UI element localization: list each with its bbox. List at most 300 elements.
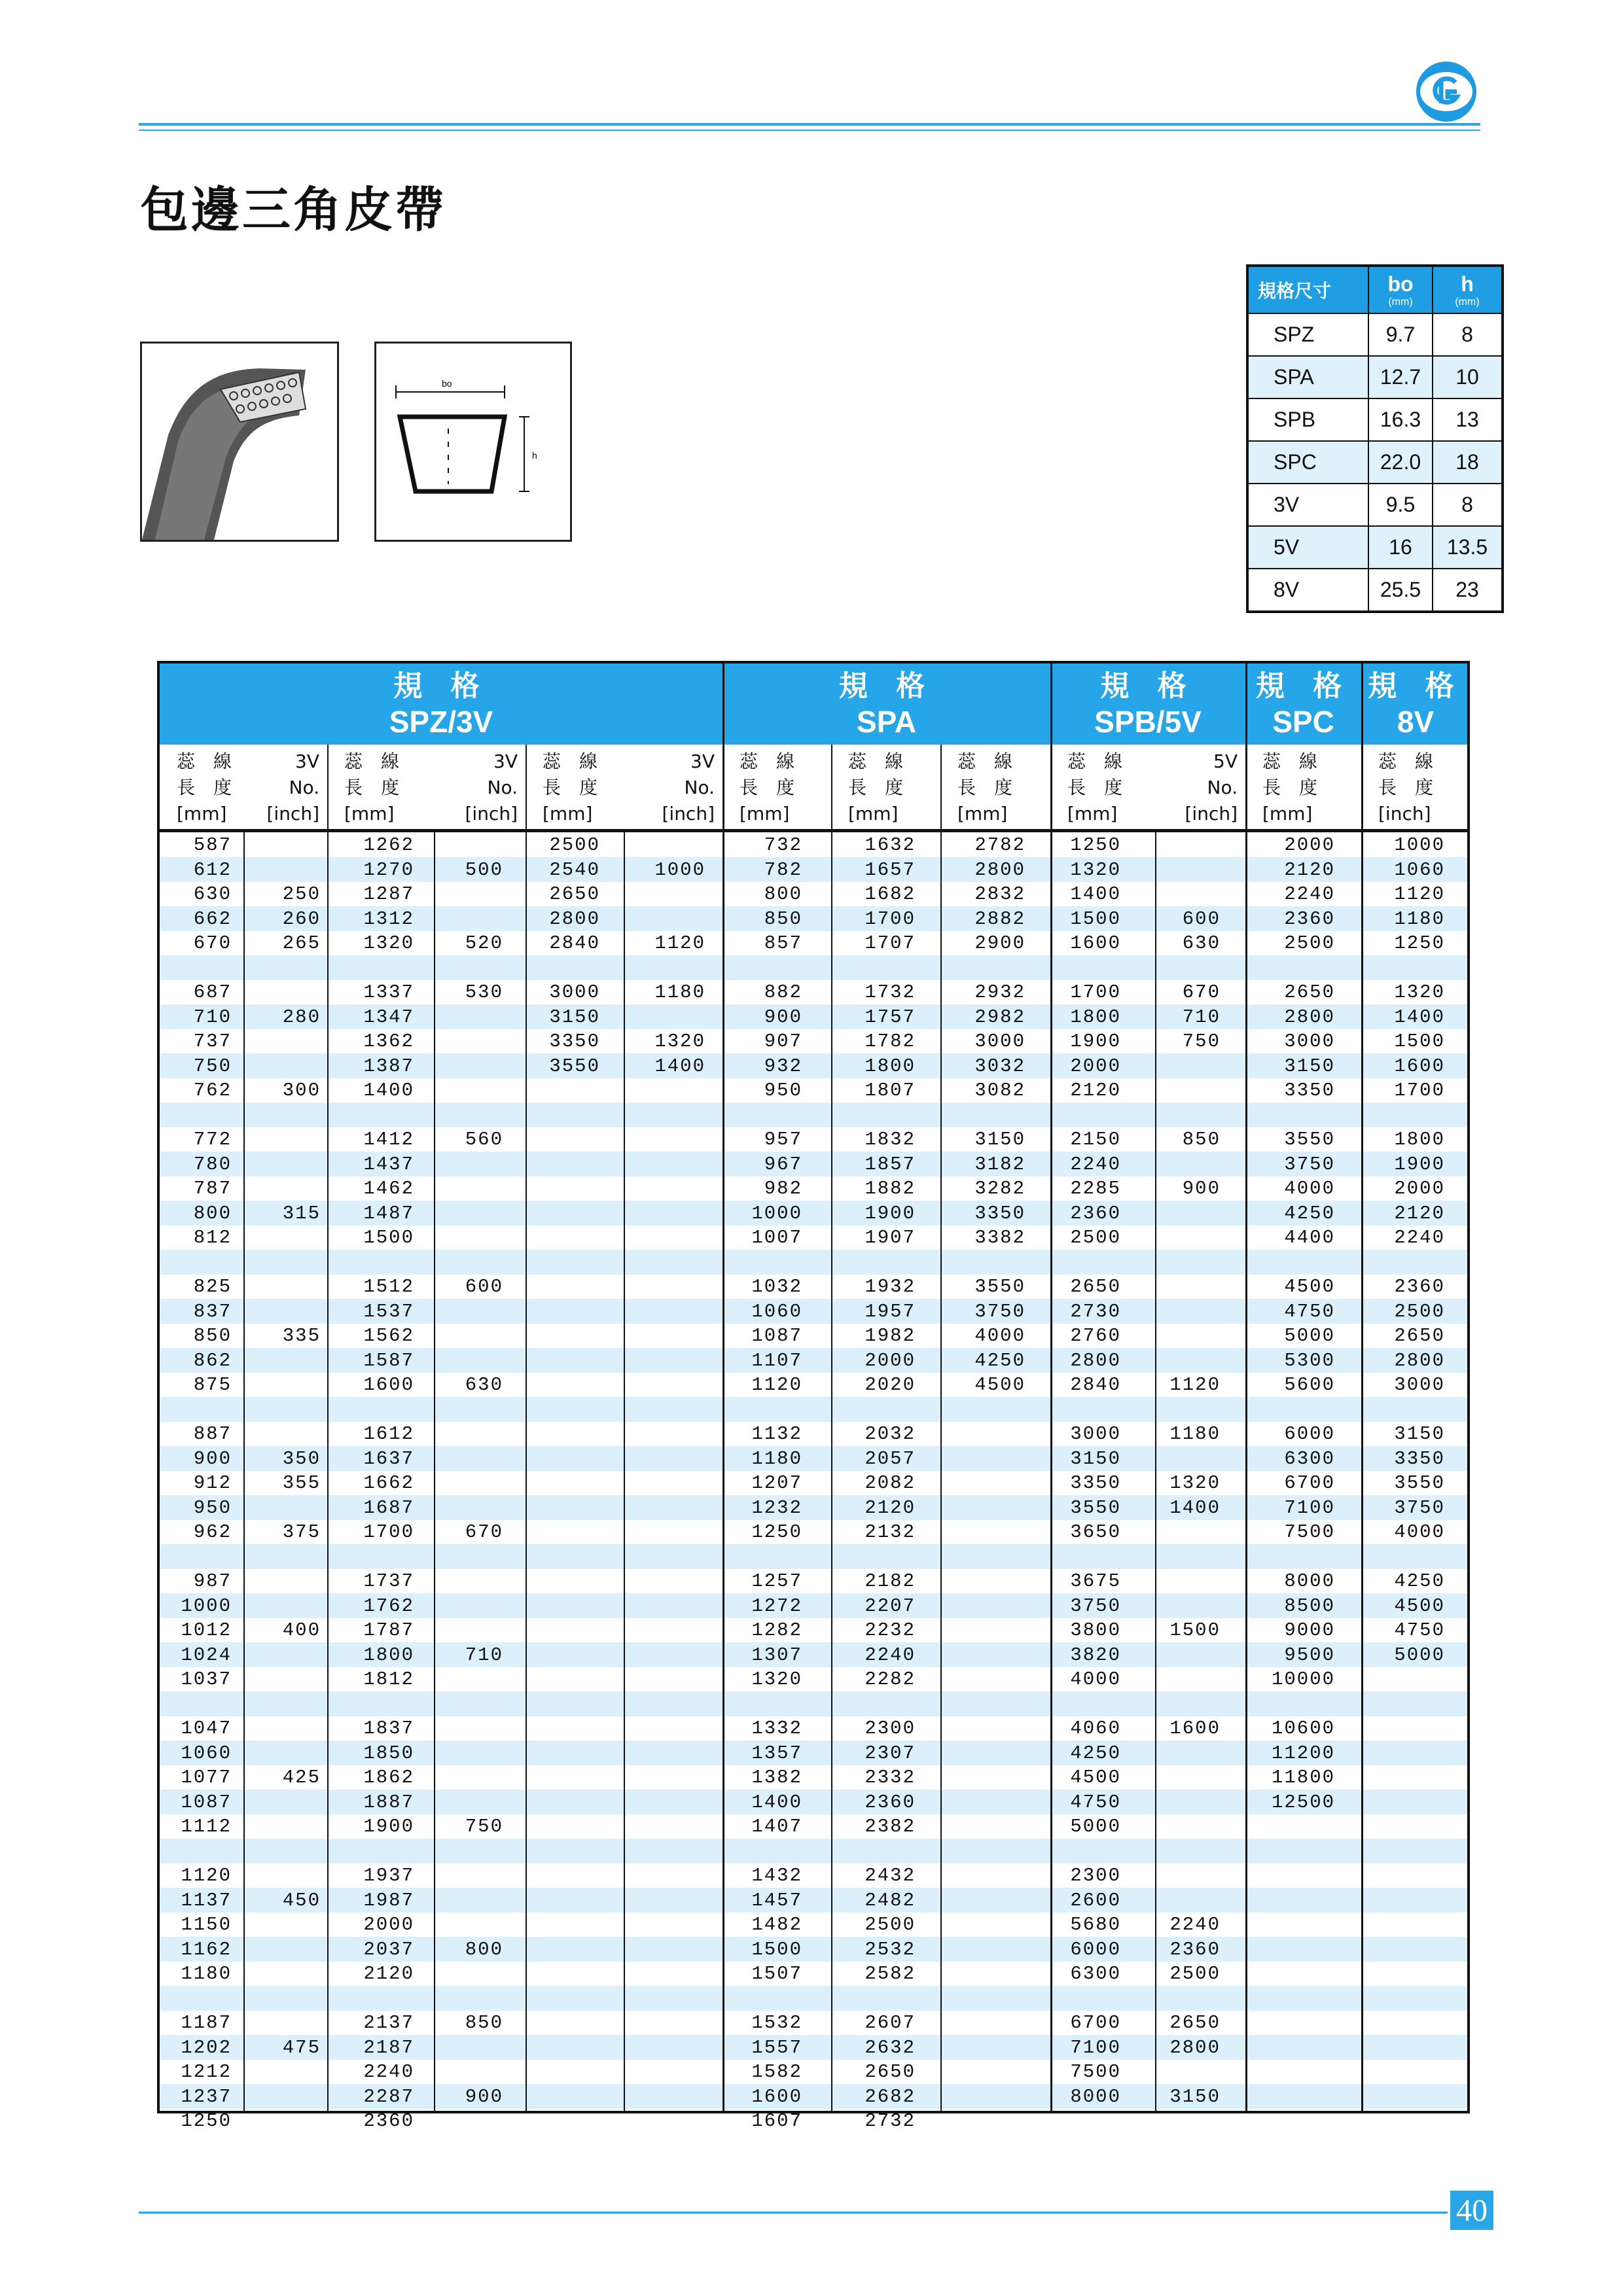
table-cell: 2432: [865, 1865, 916, 1886]
table-row: [160, 1642, 1467, 1667]
sub-header-line: [inch]: [266, 803, 319, 824]
sub-header-line: 3V: [493, 751, 518, 772]
table-row: [160, 980, 1467, 1004]
table-cell: 335: [282, 1325, 321, 1347]
top-rule-thin: [139, 130, 1480, 131]
table-cell: 1807: [865, 1080, 916, 1101]
dims-h: 13: [1433, 398, 1503, 441]
table-cell: 2600: [1070, 1889, 1121, 1911]
table-cell: 2232: [865, 1619, 916, 1641]
table-cell: 630: [1182, 932, 1221, 954]
dims-spec: SPC: [1247, 441, 1368, 484]
table-cell: 1762: [363, 1595, 414, 1617]
table-cell: 1557: [751, 2036, 802, 2058]
sub-header-line: [mm]: [1067, 803, 1118, 824]
table-row: [160, 1029, 1467, 1053]
table-cell: 1047: [181, 1718, 232, 1739]
dims-spec: SPB: [1247, 398, 1368, 441]
group-header-code: SPZ/3V: [389, 705, 493, 739]
table-cell: 2800: [974, 858, 1026, 881]
table-row: [160, 1176, 1467, 1201]
table-cell: 750: [465, 1816, 503, 1837]
table-row: [160, 1323, 1467, 1348]
sub-header-line: [mm]: [1262, 803, 1313, 824]
table-cell: 1800: [1394, 1129, 1445, 1150]
table-cell: 1180: [181, 1963, 232, 1985]
table-cell: 3675: [1070, 1570, 1121, 1592]
table-cell: 2482: [865, 1889, 916, 1911]
table-cell: 1180: [654, 981, 705, 1003]
table-cell: 1272: [751, 1595, 802, 1617]
table-row: [160, 1250, 1467, 1275]
sub-header-line: 長 度: [1067, 777, 1123, 798]
table-cell: 2000: [1070, 1055, 1121, 1077]
table-cell: 2800: [549, 908, 600, 930]
table-cell: 850: [1182, 1129, 1221, 1150]
table-cell: 1000: [751, 1202, 802, 1224]
table-cell: 1800: [1070, 1006, 1121, 1028]
group-header-code: SPB/5V: [1094, 705, 1202, 739]
table-cell: 780: [193, 1153, 232, 1175]
table-cell: 350: [282, 1447, 321, 1470]
table-cell: 1087: [751, 1325, 802, 1347]
table-cell: 4400: [1284, 1227, 1335, 1248]
sub-header-line: 長 度: [177, 777, 232, 798]
table-cell: 2650: [549, 883, 600, 905]
sub-header-line: 長 度: [848, 777, 904, 798]
dimension-table-header: [1247, 266, 1503, 313]
table-row: [160, 1961, 1467, 1986]
table-cell: 1400: [1070, 883, 1121, 905]
table-cell: 2650: [865, 2061, 916, 2083]
table-cell: 2650: [1284, 981, 1335, 1003]
dims-bo: 22.0: [1368, 441, 1433, 484]
table-cell: 800: [193, 1202, 232, 1224]
table-cell: 3750: [1284, 1153, 1335, 1175]
dims-spec: 3V: [1247, 484, 1368, 526]
table-cell: 8500: [1284, 1595, 1335, 1617]
table-cell: 3182: [974, 1153, 1026, 1175]
table-cell: 1662: [363, 1472, 414, 1494]
group-header-label: 規 格: [393, 669, 489, 703]
table-cell: 2150: [1070, 1129, 1121, 1150]
dims-h: 8: [1433, 484, 1503, 526]
column-divider: [1050, 663, 1052, 2111]
table-cell: 1900: [1070, 1031, 1121, 1052]
table-cell: 1487: [363, 1202, 414, 1224]
table-cell: 6300: [1284, 1447, 1335, 1470]
table-cell: 2500: [865, 1914, 916, 1935]
table-row: [160, 1053, 1467, 1078]
table-cell: 967: [764, 1153, 802, 1175]
dims-header-bo-label: bo: [1387, 272, 1414, 296]
table-cell: 6000: [1284, 1423, 1335, 1445]
table-cell: 1600: [1070, 932, 1121, 954]
column-divider: [434, 832, 435, 2111]
sub-header-line: 蕊 線: [848, 751, 904, 772]
table-cell: 2730: [1070, 1300, 1121, 1322]
table-cell: 2800: [1394, 1349, 1445, 1371]
table-cell: 2782: [974, 834, 1026, 856]
table-cell: 1332: [751, 1718, 802, 1739]
sub-header-line: 蕊 線: [344, 751, 400, 772]
table-cell: 1180: [1169, 1423, 1221, 1445]
table-cell: 800: [764, 883, 802, 905]
table-cell: 800: [465, 1938, 503, 1960]
table-cell: 1500: [751, 1938, 802, 1960]
table-cell: 3550: [1284, 1129, 1335, 1150]
sub-header-line: 長 度: [344, 777, 400, 798]
table-row: [160, 1201, 1467, 1226]
table-cell: 1832: [865, 1129, 916, 1150]
group-header-code: SPA: [856, 705, 917, 739]
table-cell: 1862: [363, 1767, 414, 1788]
belt-cross-section-diagram: [374, 342, 572, 542]
group-header-code: SPC: [1272, 705, 1334, 739]
table-cell: 670: [465, 1521, 503, 1543]
table-cell: 7100: [1284, 1496, 1335, 1519]
top-rule: [139, 123, 1480, 126]
table-cell: 3750: [1394, 1496, 1445, 1519]
group-header-8v: [1361, 663, 1470, 745]
table-cell: 670: [1182, 981, 1221, 1003]
table-cell: 2137: [363, 2012, 414, 2034]
table-cell: 1180: [751, 1447, 802, 1470]
table-cell: 2285: [1070, 1178, 1121, 1199]
table-row: [160, 2084, 1467, 2109]
table-cell: 1262: [363, 834, 414, 856]
table-cell: 2382: [865, 1816, 916, 1837]
dimension-table: [1246, 264, 1504, 613]
table-cell: 1120: [1394, 883, 1445, 905]
table-cell: 1407: [751, 1816, 802, 1837]
table-cell: 5600: [1284, 1374, 1335, 1396]
sub-header-line: 蕊 線: [957, 751, 1013, 772]
table-cell: 2800: [1284, 1006, 1335, 1028]
table-cell: 1012: [181, 1619, 232, 1641]
table-row: [160, 1716, 1467, 1740]
table-cell: 1687: [363, 1496, 414, 1519]
table-cell: 2120: [1070, 1080, 1121, 1101]
table-cell: 2360: [1394, 1276, 1445, 1298]
table-cell: 1400: [654, 1055, 705, 1077]
table-cell: 1937: [363, 1865, 414, 1886]
table-cell: 2282: [865, 1669, 916, 1690]
table-cell: 1337: [363, 981, 414, 1003]
table-cell: 250: [282, 883, 321, 905]
table-cell: 4500: [974, 1374, 1026, 1396]
table-cell: 2000: [865, 1349, 916, 1371]
table-cell: 3000: [1070, 1423, 1121, 1445]
column-sub-header-cell: [160, 745, 243, 829]
table-cell: 787: [193, 1178, 232, 1199]
table-cell: 1887: [363, 1791, 414, 1813]
table-cell: 1737: [363, 1570, 414, 1592]
table-cell: 2132: [865, 1521, 916, 1543]
sub-header-line: 蕊 線: [1262, 751, 1318, 772]
dims-bo: 25.5: [1368, 569, 1433, 612]
dims-bo: 16.3: [1368, 398, 1433, 441]
table-cell: 450: [282, 1889, 321, 1911]
table-cell: 2240: [1070, 1153, 1121, 1175]
table-cell: 1787: [363, 1619, 414, 1641]
table-cell: 7500: [1284, 1521, 1335, 1543]
table-cell: 10000: [1271, 1669, 1335, 1690]
table-cell: 1857: [865, 1153, 916, 1175]
table-cell: 1907: [865, 1227, 916, 1248]
dims-header-h-label: h: [1461, 272, 1474, 296]
table-cell: 2800: [1070, 1349, 1121, 1371]
table-cell: 1202: [181, 2036, 232, 2058]
table-cell: 5300: [1284, 1349, 1335, 1371]
table-row: [160, 1372, 1467, 1397]
table-cell: 355: [282, 1472, 321, 1494]
table-cell: 932: [764, 1055, 802, 1077]
table-row: [160, 2059, 1467, 2084]
table-cell: 1707: [865, 932, 916, 954]
table-cell: 1457: [751, 1889, 802, 1911]
table-row: [160, 1495, 1467, 1520]
column-sub-header-cell: [434, 745, 526, 829]
dims-spec: SPA: [1247, 356, 1368, 398]
table-cell: 265: [282, 932, 321, 954]
table-cell: 1462: [363, 1178, 414, 1199]
table-cell: 3550: [1394, 1472, 1445, 1494]
dims-row: [1247, 441, 1503, 484]
sub-header-line: No.: [289, 777, 319, 798]
table-cell: 2300: [1070, 1865, 1121, 1886]
table-cell: 3750: [974, 1300, 1026, 1322]
table-cell: 1120: [751, 1374, 802, 1396]
table-cell: 6300: [1070, 1963, 1121, 1985]
table-cell: 1362: [363, 1031, 414, 1052]
table-cell: 1782: [865, 1031, 916, 1052]
table-cell: 1732: [865, 981, 916, 1003]
table-cell: 732: [764, 834, 802, 856]
sub-header-line: 長 度: [543, 777, 598, 798]
table-cell: 2840: [549, 932, 600, 954]
group-header-label: 規 格: [1368, 669, 1463, 703]
column-sub-header-cell: [327, 745, 434, 829]
table-cell: 857: [764, 932, 802, 954]
table-cell: 2000: [1394, 1178, 1445, 1199]
dims-h: 13.5: [1433, 526, 1503, 569]
table-row: [160, 1274, 1467, 1299]
table-row: [160, 1839, 1467, 1863]
table-cell: 1320: [654, 1031, 705, 1052]
table-cell: 500: [465, 858, 503, 881]
table-cell: 772: [193, 1129, 232, 1150]
table-cell: 1932: [865, 1276, 916, 1298]
sub-header-line: No.: [487, 777, 518, 798]
table-cell: 2360: [1284, 908, 1335, 930]
table-cell: 2300: [865, 1718, 916, 1739]
table-cell: 3820: [1070, 1644, 1121, 1666]
table-cell: 1162: [181, 1938, 232, 1960]
table-cell: 2650: [1394, 1325, 1445, 1347]
table-cell: 1320: [1394, 981, 1445, 1003]
table-cell: 1582: [751, 2061, 802, 2083]
table-cell: 4750: [1070, 1791, 1121, 1813]
column-divider: [624, 832, 625, 2111]
table-cell: 882: [764, 981, 802, 1003]
table-cell: 11800: [1271, 1767, 1335, 1788]
table-cell: 912: [193, 1472, 232, 1494]
table-cell: 2532: [865, 1938, 916, 1960]
table-cell: 1800: [865, 1055, 916, 1077]
table-cell: 1412: [363, 1129, 414, 1150]
column-divider: [831, 745, 832, 2111]
page-number: 40: [1450, 2191, 1493, 2230]
table-cell: 825: [193, 1276, 232, 1298]
table-cell: 1537: [363, 1300, 414, 1322]
column-sub-header-cell: [1155, 745, 1245, 829]
table-cell: 1132: [751, 1423, 802, 1445]
table-cell: 1512: [363, 1276, 414, 1298]
table-cell: 1657: [865, 858, 916, 881]
sub-header-line: 長 度: [1262, 777, 1318, 798]
table-cell: 2800: [1169, 2036, 1221, 2058]
table-row: [160, 906, 1467, 931]
table-cell: 737: [193, 1031, 232, 1052]
table-row: [160, 1299, 1467, 1324]
table-row: [160, 1421, 1467, 1446]
table-row: [160, 857, 1467, 882]
table-cell: 1320: [363, 932, 414, 954]
table-cell: 3550: [974, 1276, 1026, 1298]
sub-header-line: 3V: [295, 751, 319, 772]
group-header-label: 規 格: [838, 669, 935, 703]
table-cell: 907: [764, 1031, 802, 1052]
sub-header-line: 蕊 線: [1067, 751, 1123, 772]
table-cell: 1482: [751, 1914, 802, 1935]
table-cell: 3350: [1070, 1472, 1121, 1494]
dims-bo: 12.7: [1368, 356, 1433, 398]
table-cell: 4750: [1284, 1300, 1335, 1322]
table-cell: 1137: [181, 1889, 232, 1911]
dims-spec: 8V: [1247, 569, 1368, 612]
table-cell: 1037: [181, 1669, 232, 1690]
table-cell: 4500: [1070, 1767, 1121, 1788]
table-cell: 3150: [1070, 1447, 1121, 1470]
dims-bo: 9.7: [1368, 313, 1433, 356]
table-cell: 957: [764, 1129, 802, 1150]
table-cell: 1562: [363, 1325, 414, 1347]
table-cell: 2732: [865, 2110, 916, 2132]
table-cell: 1982: [865, 1325, 916, 1347]
table-row: [160, 832, 1467, 857]
table-cell: 1250: [1394, 932, 1445, 954]
table-cell: 1250: [1070, 834, 1121, 856]
table-row: [160, 1937, 1467, 1962]
table-cell: 2240: [1169, 1914, 1221, 1935]
table-cell: 1000: [181, 1595, 232, 1617]
table-row: [160, 1519, 1467, 1544]
table-cell: 6000: [1070, 1938, 1121, 1960]
table-group-header: [160, 663, 1467, 745]
table-cell: 710: [193, 1006, 232, 1028]
table-cell: 4250: [1284, 1202, 1335, 1224]
table-cell: 2240: [1284, 883, 1335, 905]
table-cell: 4500: [1394, 1595, 1445, 1617]
group-header-spa: [722, 663, 1050, 745]
table-cell: 1600: [1394, 1055, 1445, 1077]
belt-photo: [140, 342, 339, 542]
table-cell: 300: [282, 1080, 321, 1101]
table-row: [160, 2010, 1467, 2035]
table-cell: 2360: [1070, 1202, 1121, 1224]
table-cell: 1700: [1394, 1080, 1445, 1101]
table-cell: 280: [282, 1006, 321, 1028]
table-cell: 6700: [1070, 2012, 1121, 2034]
table-cell: 4000: [1394, 1521, 1445, 1543]
table-cell: 2082: [865, 1472, 916, 1494]
table-cell: 7500: [1070, 2061, 1121, 2083]
table-cell: 12500: [1271, 1791, 1335, 1813]
table-cell: 1357: [751, 1742, 802, 1764]
table-cell: 812: [193, 1227, 232, 1248]
column-sub-header-cell: [624, 745, 722, 829]
group-header-spc: [1245, 663, 1361, 745]
table-cell: 260: [282, 908, 321, 930]
table-cell: 1432: [751, 1865, 802, 1886]
table-row: [160, 1667, 1467, 1691]
table-cell: 1500: [1394, 1031, 1445, 1052]
table-row: [160, 2108, 1467, 2133]
table-cell: 862: [193, 1349, 232, 1371]
table-cell: 3000: [974, 1031, 1026, 1052]
table-cell: 2207: [865, 1595, 916, 1617]
table-cell: 3800: [1070, 1619, 1121, 1641]
table-cell: 6700: [1284, 1472, 1335, 1494]
table-cell: 1007: [751, 1227, 802, 1248]
table-cell: 2650: [1169, 2012, 1221, 2034]
bottom-rule: [139, 2212, 1448, 2214]
table-cell: 2360: [1169, 1938, 1221, 1960]
table-cell: 425: [282, 1767, 321, 1788]
table-cell: 710: [465, 1644, 503, 1666]
table-cell: 1900: [1394, 1153, 1445, 1175]
table-cell: 1320: [1070, 858, 1121, 881]
table-cell: 3350: [974, 1202, 1026, 1224]
table-cell: 2240: [1394, 1227, 1445, 1248]
table-cell: 4250: [1394, 1570, 1445, 1592]
dims-bo: 9.5: [1368, 484, 1433, 526]
table-cell: 670: [193, 932, 232, 954]
table-cell: 1282: [751, 1619, 802, 1641]
table-cell: 1180: [1394, 908, 1445, 930]
table-cell: 1700: [363, 1521, 414, 1543]
table-cell: 1587: [363, 1349, 414, 1371]
table-cell: 2832: [974, 883, 1026, 905]
table-cell: 3150: [549, 1006, 600, 1028]
sub-header-line: 蕊 線: [543, 751, 598, 772]
table-cell: 1107: [751, 1349, 802, 1371]
bo-label: bo: [442, 378, 452, 389]
table-cell: 2020: [865, 1374, 916, 1396]
dims-bo: 16: [1368, 526, 1433, 569]
table-cell: 400: [282, 1619, 321, 1641]
table-cell: 2932: [974, 981, 1026, 1003]
company-logo: [1415, 60, 1478, 123]
table-cell: 1120: [181, 1865, 232, 1886]
table-cell: 782: [764, 858, 802, 881]
column-divider: [940, 745, 942, 2111]
table-cell: 2500: [1284, 932, 1335, 954]
table-row: [160, 1397, 1467, 1422]
table-row: [160, 1127, 1467, 1152]
dims-row: [1247, 398, 1503, 441]
